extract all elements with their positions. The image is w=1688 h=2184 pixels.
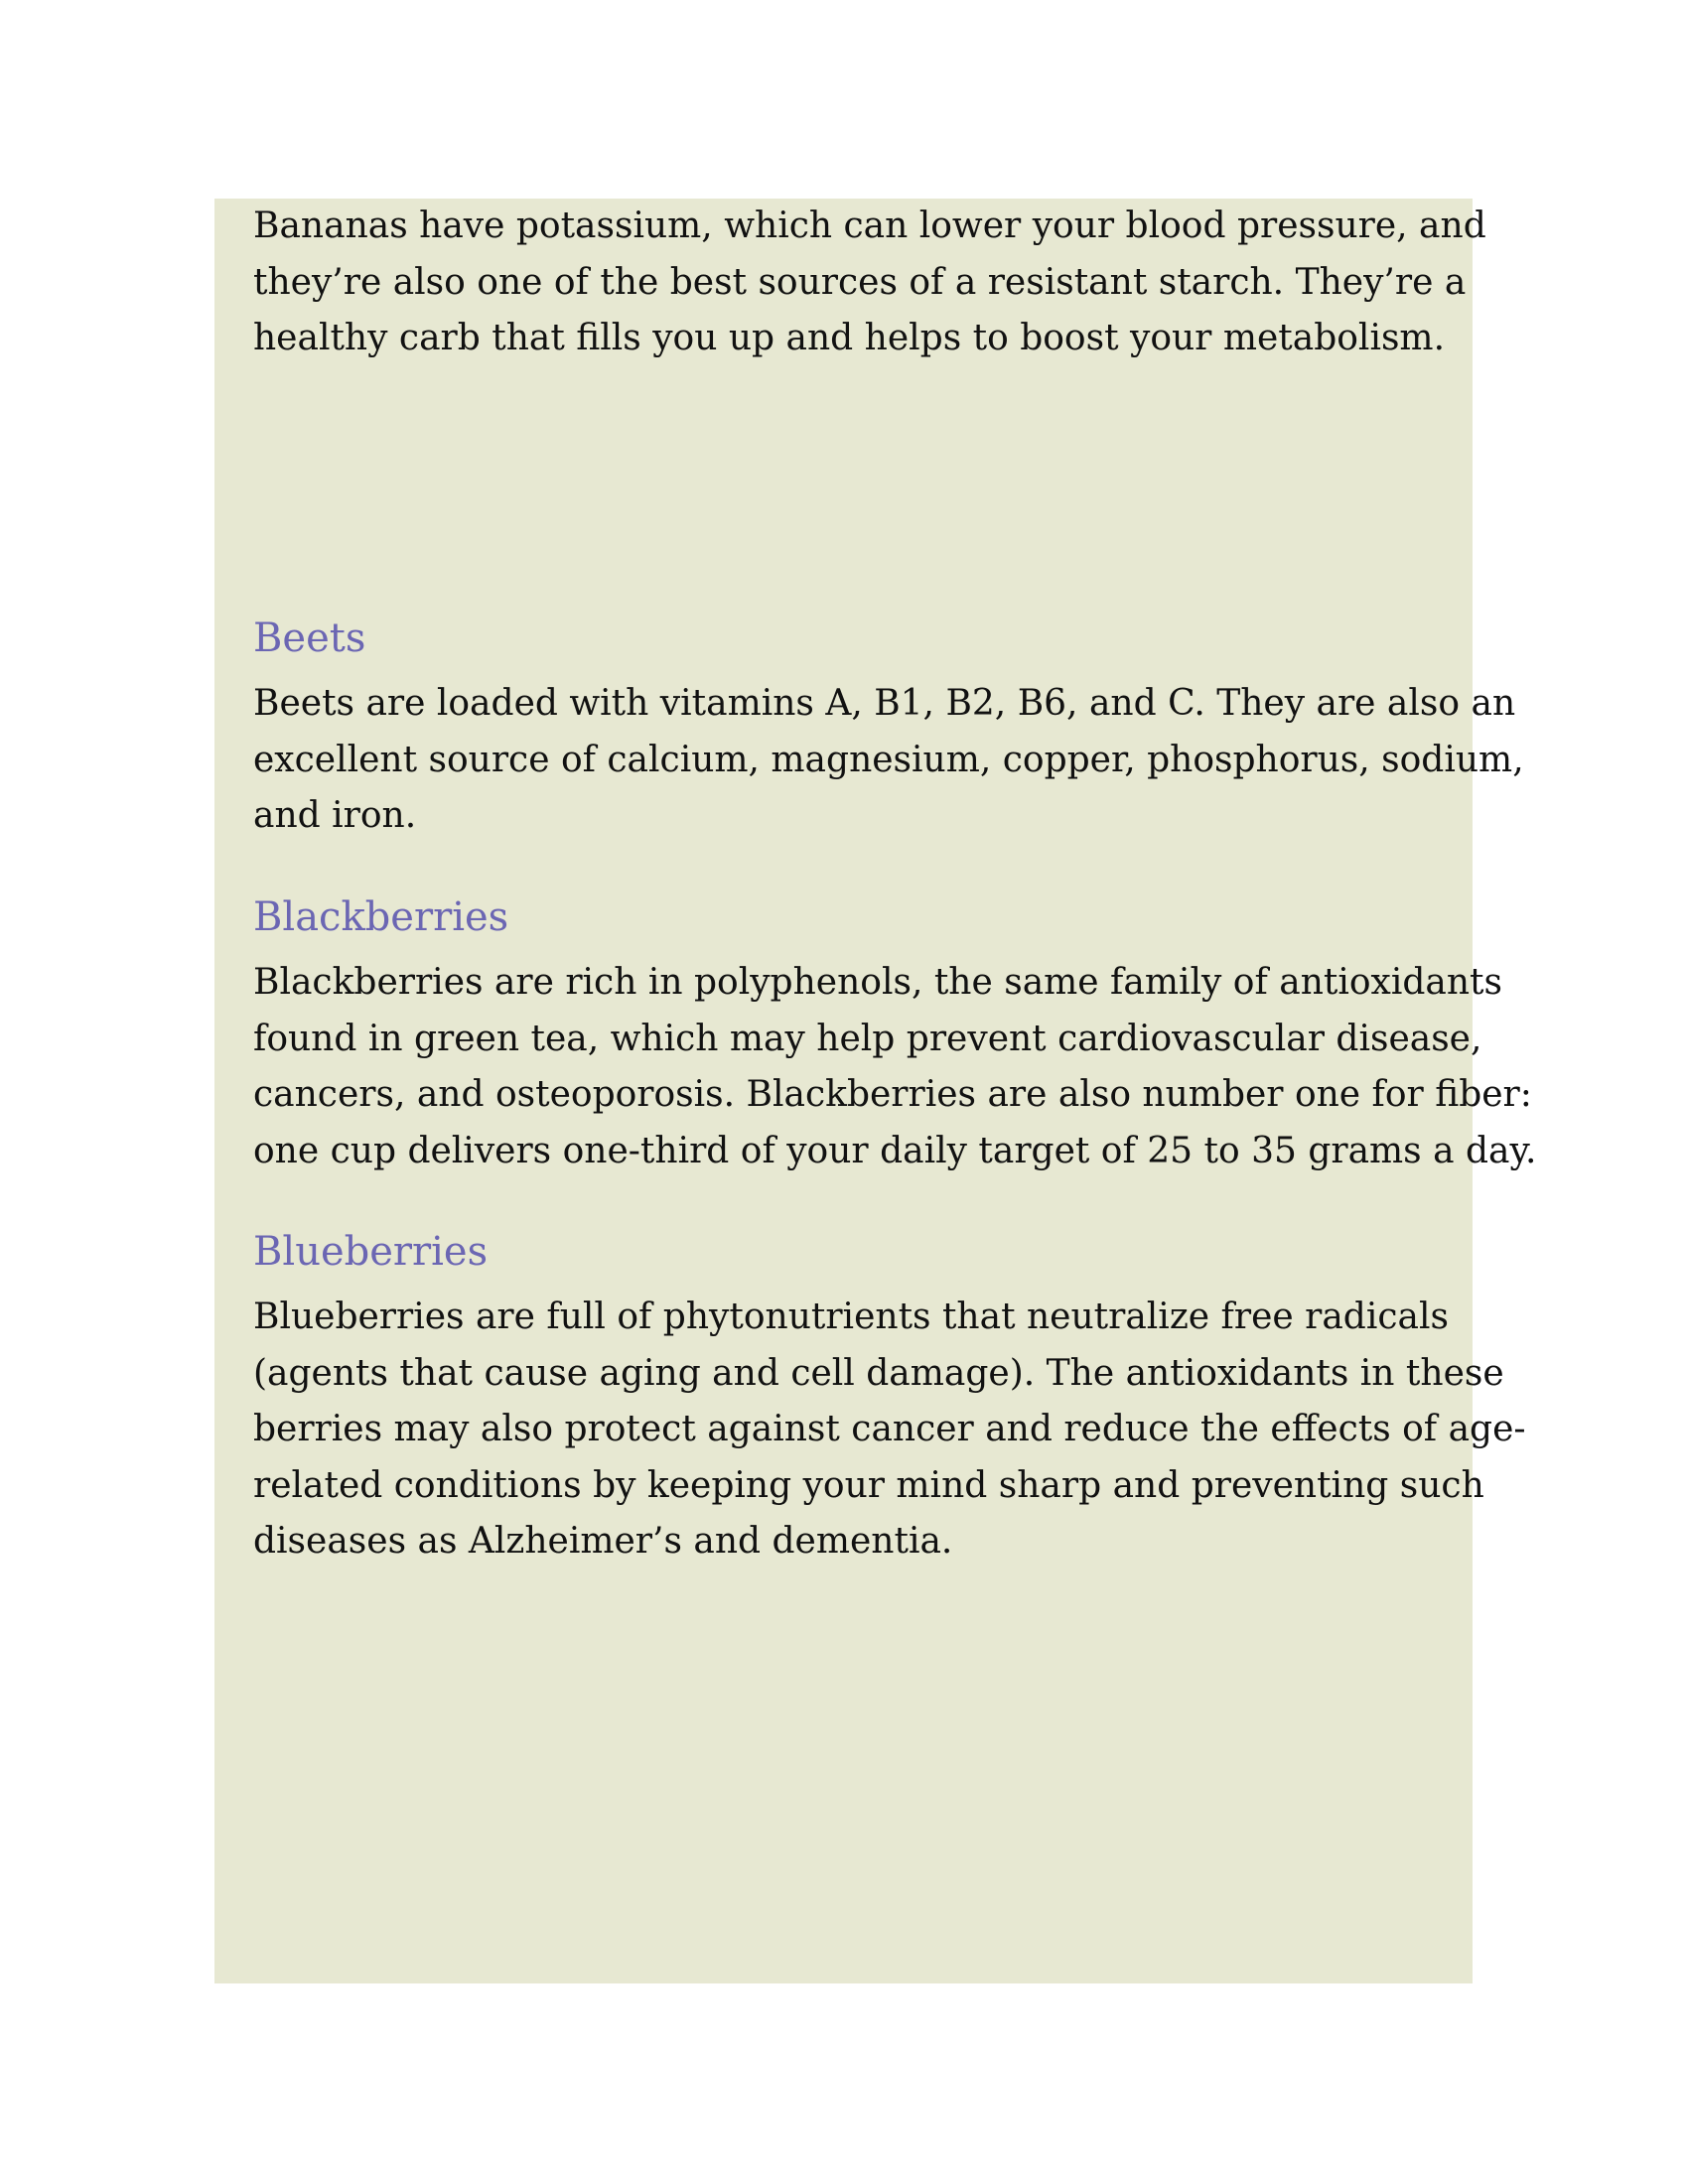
- paragraph-line: Blueberries are full of phytonutrients that neutralize free radicals: [253, 1297, 1449, 1337]
- blackberries-paragraph: [253, 955, 1537, 1179]
- paragraph-line: (agents that cause aging and cell damage). The antioxidants in these: [253, 1352, 1504, 1394]
- paragraph-line: and iron.: [253, 795, 417, 836]
- paragraph-line: they’re also one of the best sources of a resistant starch. They’re a: [253, 261, 1467, 303]
- paragraph-line: one cup delivers one-third of your daily target of 25 to 35 grams a day.: [253, 1130, 1537, 1171]
- beets-heading: Beets: [253, 615, 366, 661]
- paragraph-line: found in green tea, which may help prevent cardiovascular disease,: [253, 1018, 1482, 1059]
- paragraph-line: Blackberries are rich in polyphenols, the same family of antioxidants: [253, 962, 1502, 1003]
- content-panel: [214, 199, 1537, 1983]
- bananas-paragraph: [253, 199, 1486, 367]
- blackberries-heading: Blackberries: [253, 894, 509, 940]
- paragraph-line: healthy carb that fills you up and helps to boost your metabolism.: [253, 318, 1446, 358]
- paragraph-line: related conditions by keeping your mind sharp and preventing such: [253, 1464, 1484, 1506]
- paragraph-line: cancers, and osteoporosis. Blackberries are also number one for fiber:: [253, 1074, 1532, 1115]
- blueberries-heading: Blueberries: [253, 1229, 489, 1275]
- blueberries-paragraph: [253, 1290, 1526, 1570]
- paragraph-line: Bananas have potassium, which can lower your blood pressure, and: [253, 205, 1486, 246]
- paragraph-line: excellent source of calcium, magnesium, copper, phosphorus, sodium,: [253, 739, 1524, 780]
- beets-paragraph: [253, 676, 1524, 845]
- paragraph-line: diseases as Alzheimer’s and dementia.: [253, 1521, 953, 1562]
- paragraph-line: Beets are loaded with vitamins A, B1, B2, B6, and C. They are also an: [253, 683, 1516, 724]
- paragraph-line: berries may also protect against cancer and reduce the effects of age-: [253, 1409, 1526, 1449]
